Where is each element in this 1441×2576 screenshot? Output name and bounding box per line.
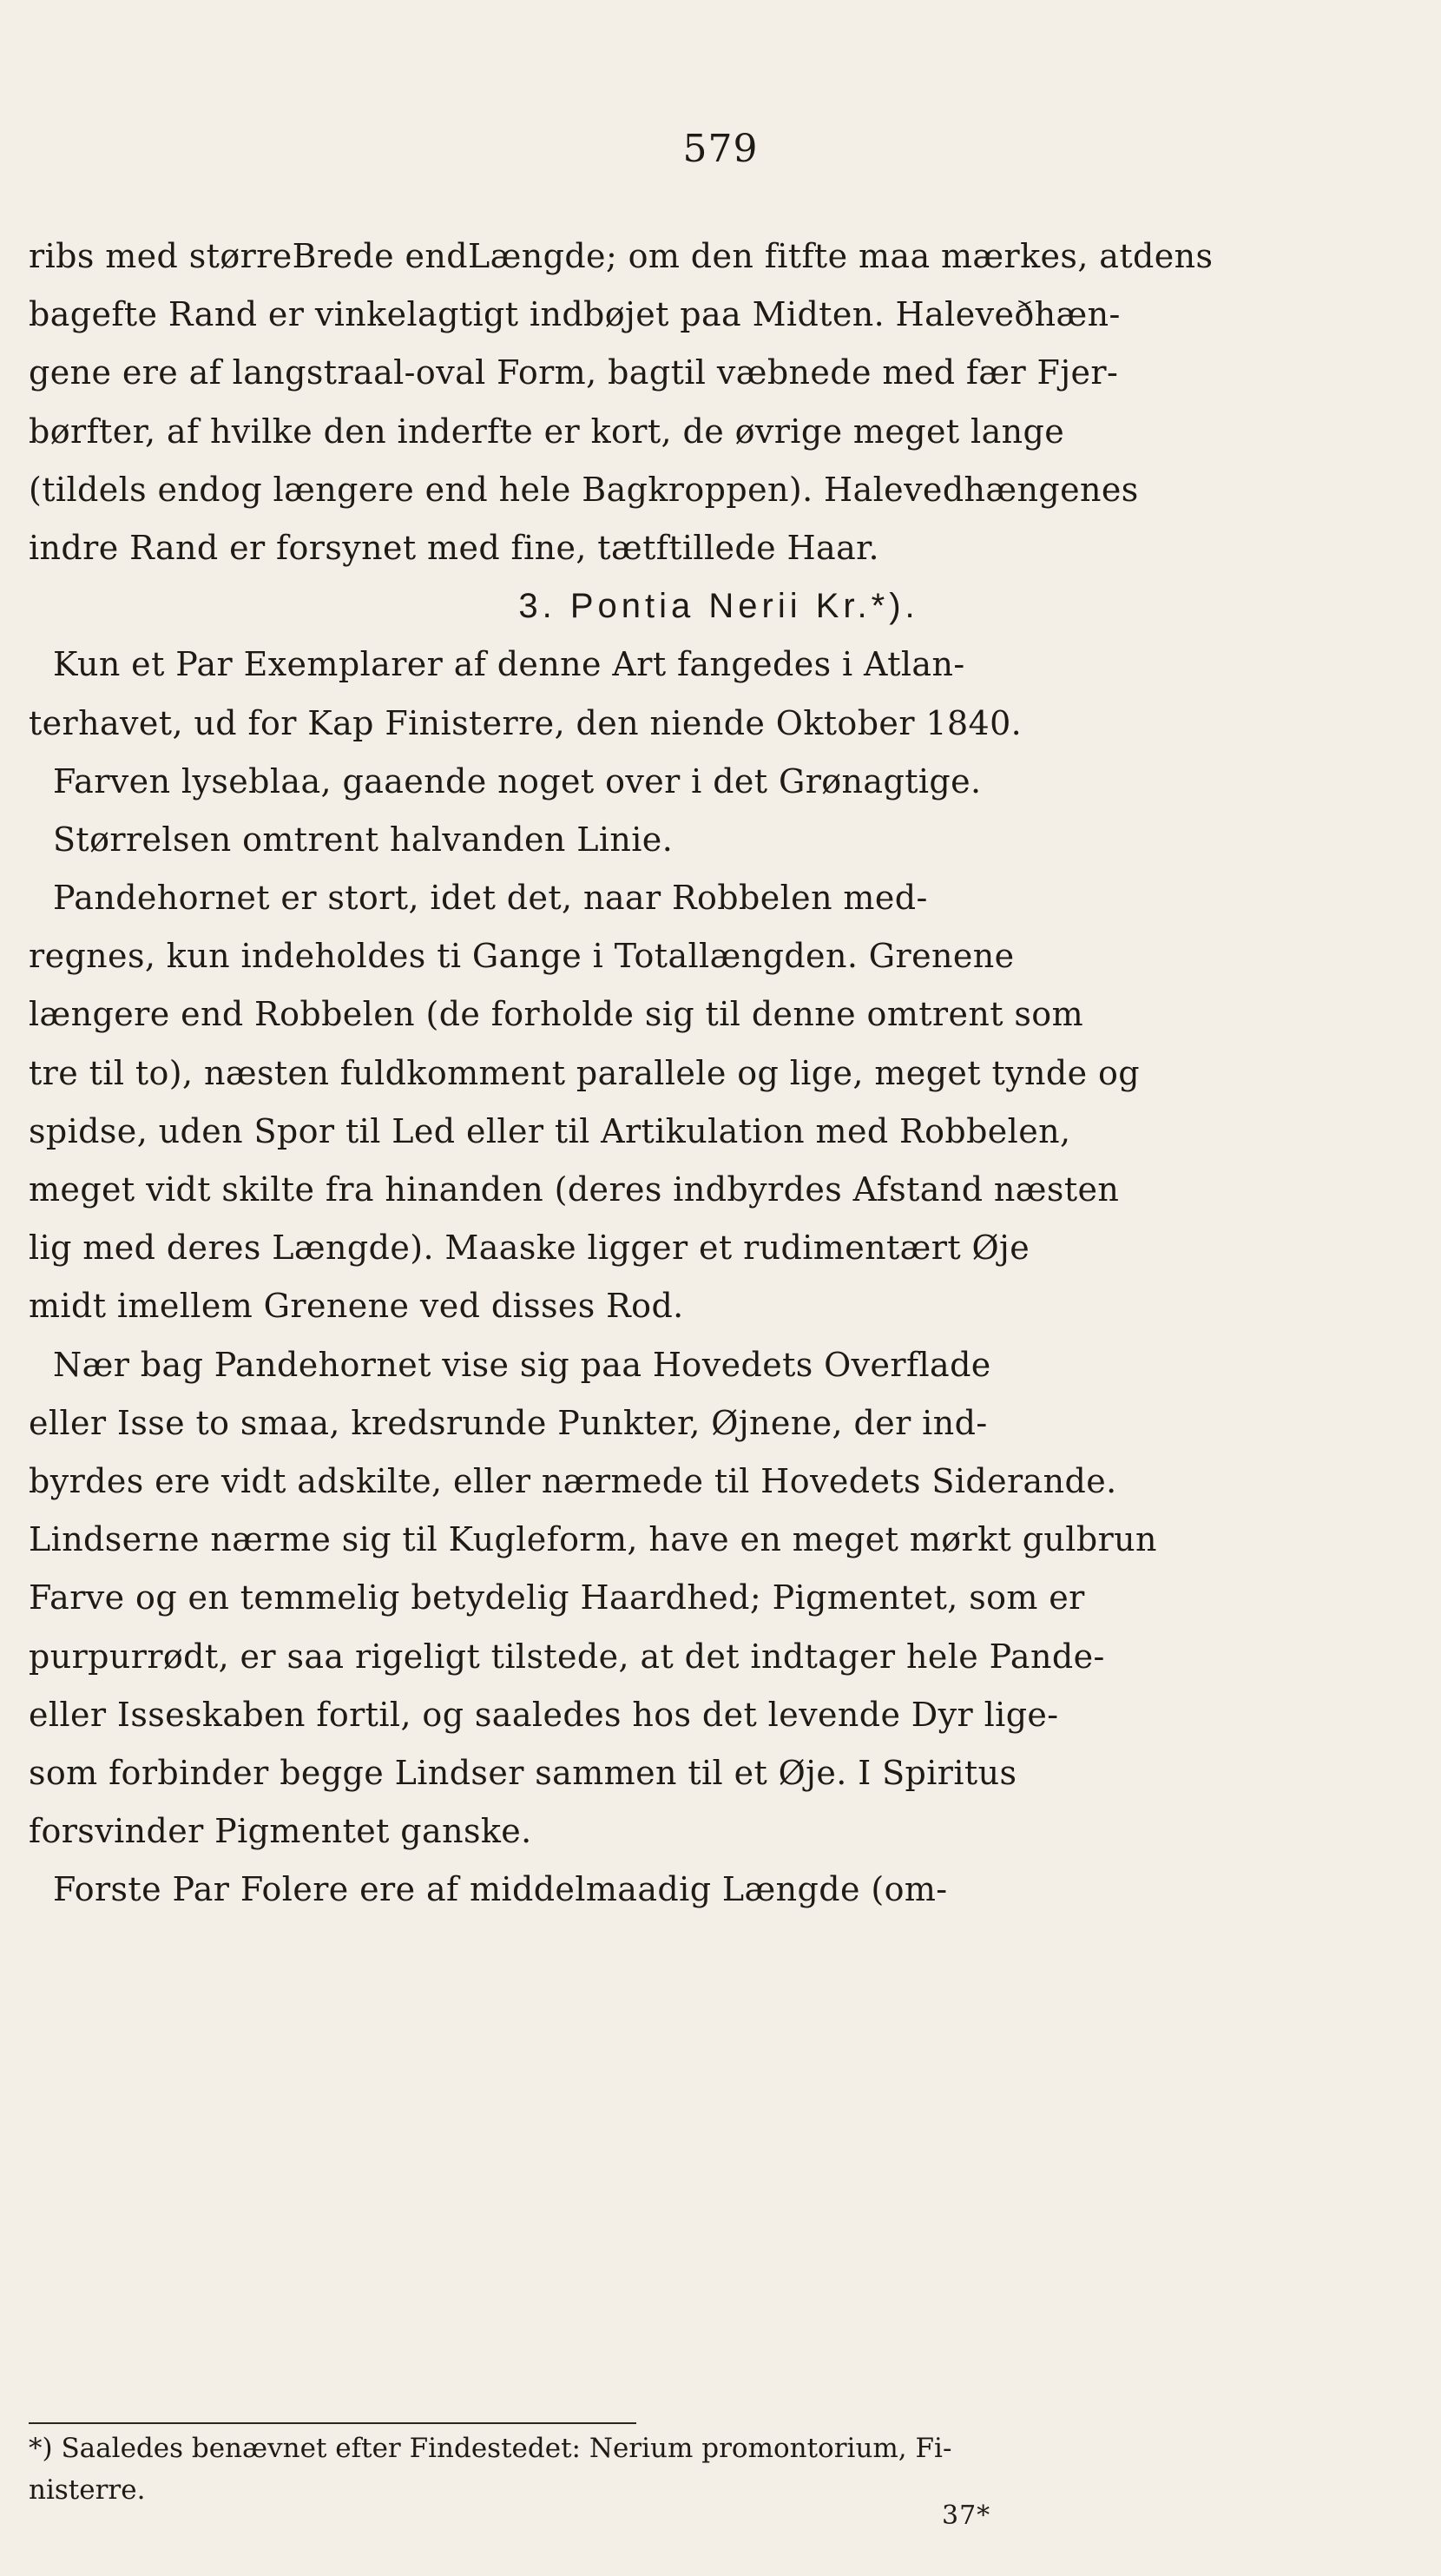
text-line: midt imellem Grenene ved disses Rod. (29, 1287, 684, 1326)
text-line: længere end Robbelen (de forholde sig til denne omtrent som (29, 995, 1084, 1034)
body-text (29, 227, 1409, 1919)
text-line: forsvinder Pigmentet ganske. (29, 1812, 532, 1851)
signature-mark: 37* (942, 2500, 991, 2531)
text-line: spidse, uden Spor til Led eller til Artikulation med Robbelen, (29, 1111, 1071, 1150)
text-line: byrdes ere vidt adskilte, eller nærmede til Hovedets Siderande. (29, 1461, 1117, 1500)
text-line: som forbinder begge Lindser sammen til et Øje. I Spiritus (29, 1753, 1017, 1792)
text-line: gene ere af langstraal-oval Form, bagtil væbnede med fær Fjer- (29, 353, 1119, 392)
text-line: tre til to), næsten fuldkomment parallele og lige, meget tynde og (29, 1053, 1140, 1092)
footnote-divider (29, 2422, 636, 2424)
footnote-line: *) Saaledes benævnet efter Findestedet: Nerium promontorium, Fi- (29, 2433, 952, 2464)
footnote (29, 2428, 1409, 2511)
text-line: ribs med størreBrede endLængde; om den fitfte maa mærkes, atdens (29, 237, 1214, 275)
footnote-line: nisterre. (29, 2474, 146, 2506)
text-line: Forste Par Folere ere af middelmaadig Længde (om- (53, 1870, 948, 1909)
section-heading: 3. Pontia Nerii Kr.*). (518, 587, 919, 626)
text-line: terhavet, ud for Kap Finisterre, den niende Oktober 1840. (29, 703, 1023, 742)
text-line: (tildels endog længere end hele Bagkroppen). Halevedhængenes (29, 470, 1139, 509)
text-line: Pandehornet er stort, idet det, naar Robbelen med- (53, 879, 928, 918)
page-number: 579 (682, 127, 759, 171)
text-line: regnes, kun indeholdes ti Gange i Totallængden. Grenene (29, 937, 1015, 976)
text-line: indre Rand er forsynet med fine, tætftillede Haar. (29, 528, 880, 567)
text-line: bagefte Rand er vinkelagtigt indbøjet paa Midten. Haleveðhæn- (29, 295, 1121, 334)
text-line: eller Isseskaben fortil, og saaledes hos det levende Dyr lige- (29, 1695, 1059, 1734)
text-line: eller Isse to smaa, kredsrunde Punkter, Øjnene, der ind- (29, 1403, 988, 1442)
text-line: Lindserne nærme sig til Kugleform, have en meget mørkt gulbrun (29, 1520, 1157, 1559)
text-line: lig med deres Længde). Maaske ligger et rudimentært Øje (29, 1229, 1030, 1268)
text-line: Farve og en temmelig betydelig Haardhed; Pigmentet, som er (29, 1578, 1085, 1617)
text-line: meget vidt skilte fra hinanden (deres indbyrdes Afstand næsten (29, 1170, 1120, 1209)
text-line: Kun et Par Exemplarer af denne Art fangedes i Atlan- (53, 645, 965, 684)
text-line: Farven lyseblaa, gaaende noget over i det Grønagtige. (53, 761, 982, 800)
text-line: Nær bag Pandehornet vise sig paa Hovedets Overflade (53, 1345, 991, 1384)
text-line: børfter, af hvilke den inderfte er kort, de øvrige meget lange (29, 412, 1065, 451)
text-line: purpurrødt, er saa rigeligt tilstede, at det indtager hele Pande- (29, 1637, 1105, 1676)
text-line: Størrelsen omtrent halvanden Linie. (53, 820, 674, 859)
